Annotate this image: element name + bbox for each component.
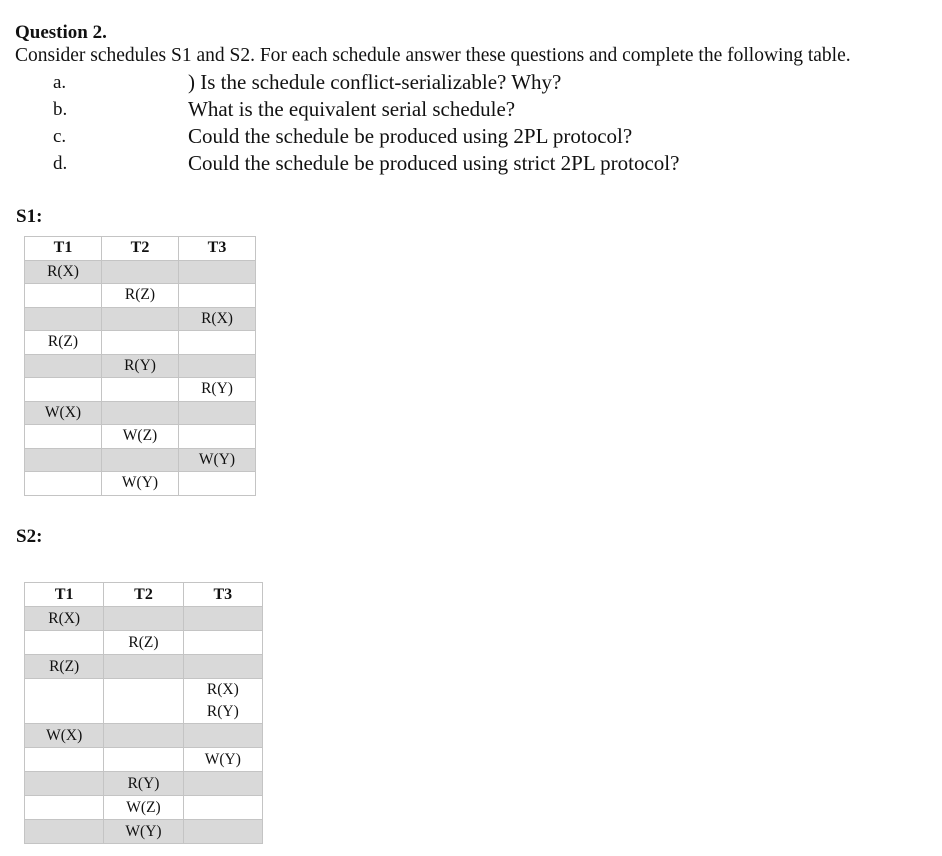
s1-cell: W(Y) xyxy=(179,448,256,472)
s2-cell xyxy=(183,772,262,796)
s1-row-10 xyxy=(25,472,256,496)
s1-cell xyxy=(179,284,256,308)
s2-cell xyxy=(104,655,183,679)
s2-cell xyxy=(25,679,104,724)
s2-cell xyxy=(104,679,183,724)
s1-cell xyxy=(25,472,102,496)
s1-cell xyxy=(25,354,102,378)
s2-cell xyxy=(25,772,104,796)
s2-cell xyxy=(25,748,104,772)
s1-row-8 xyxy=(25,425,256,449)
s2-cell xyxy=(25,796,104,820)
s2-cell-line: R(Y) xyxy=(127,774,160,792)
s2-cell: R(Z) xyxy=(104,631,183,655)
s2-cell xyxy=(104,748,183,772)
s2-cell xyxy=(183,724,262,748)
s1-cell xyxy=(102,401,179,425)
s2-cell xyxy=(183,796,262,820)
s2-row-8 xyxy=(25,796,263,820)
s2-header-t2: T2 xyxy=(104,583,183,607)
s1-cell xyxy=(179,425,256,449)
s1-cell xyxy=(102,307,179,331)
question-intro: Consider schedules S1 and S2. For each schedule answer these questions and complete the following table. xyxy=(15,45,851,66)
s1-cell: W(Z) xyxy=(102,425,179,449)
s1-cell: R(X) xyxy=(179,307,256,331)
s1-row-5 xyxy=(25,354,256,378)
s2-header-t3: T3 xyxy=(183,583,262,607)
s2-label: S2: xyxy=(16,526,43,547)
s1-cell: R(Y) xyxy=(179,378,256,402)
s1-header-t1: T1 xyxy=(25,237,102,261)
s1-cell: R(X) xyxy=(25,260,102,284)
s2-cell: W(Y) xyxy=(183,748,262,772)
s2-cell: W(Y) xyxy=(104,820,183,844)
s1-cell xyxy=(102,448,179,472)
item-c-letter: c. xyxy=(53,126,67,147)
s1-row-3 xyxy=(25,307,256,331)
s2-cell-stacked xyxy=(104,772,183,796)
s2-row-1 xyxy=(25,607,263,631)
item-d-text: Could the schedule be produced using strict 2PL protocol? xyxy=(188,151,680,175)
s2-cell xyxy=(183,607,262,631)
s2-cell xyxy=(25,631,104,655)
s2-cell xyxy=(183,631,262,655)
s2-schedule-table xyxy=(24,582,263,844)
item-d-letter: d. xyxy=(53,153,68,174)
s2-cell: R(Z) xyxy=(25,655,104,679)
s2-cell xyxy=(25,820,104,844)
s1-row-9 xyxy=(25,448,256,472)
s1-cell xyxy=(102,331,179,355)
s2-cell xyxy=(104,607,183,631)
s1-cell xyxy=(179,331,256,355)
s1-cell xyxy=(25,448,102,472)
item-b-letter: b. xyxy=(53,99,68,120)
s1-row-4 xyxy=(25,331,256,355)
s2-cell: W(X) xyxy=(25,724,104,748)
s1-row-7 xyxy=(25,401,256,425)
s2-cell-stacked xyxy=(183,679,262,724)
item-a-text: ) Is the schedule conflict-serializable? Why? xyxy=(188,70,562,94)
s2-row-7 xyxy=(25,772,263,796)
s1-row-6 xyxy=(25,378,256,402)
item-c-text: Could the schedule be produced using 2PL protocol? xyxy=(188,124,633,148)
s1-cell xyxy=(25,307,102,331)
s2-row-6 xyxy=(25,748,263,772)
s2-cell-line: R(X) xyxy=(206,681,239,698)
s1-cell xyxy=(25,378,102,402)
s1-row-1 xyxy=(25,260,256,284)
s1-header-row xyxy=(25,237,256,261)
s1-cell: R(Y) xyxy=(102,354,179,378)
s1-cell xyxy=(179,401,256,425)
s2-row-4 xyxy=(25,679,263,724)
s2-row-5 xyxy=(25,724,263,748)
s2-header-t1: T1 xyxy=(25,583,104,607)
question-title: Question 2. xyxy=(15,22,107,43)
s1-header-t3: T3 xyxy=(179,237,256,261)
s1-schedule-table xyxy=(24,236,256,496)
s1-cell: W(Y) xyxy=(102,472,179,496)
s1-cell xyxy=(179,354,256,378)
s1-header-t2: T2 xyxy=(102,237,179,261)
s1-cell xyxy=(25,425,102,449)
item-b-text: What is the equivalent serial schedule? xyxy=(188,97,516,121)
s1-cell xyxy=(179,260,256,284)
s2-row-2 xyxy=(25,631,263,655)
s1-cell xyxy=(102,378,179,402)
s1-cell: R(Z) xyxy=(102,284,179,308)
s2-cell-line: R(Y) xyxy=(206,703,239,720)
s2-cell xyxy=(104,724,183,748)
s2-cell xyxy=(183,820,262,844)
s1-cell xyxy=(25,284,102,308)
s1-label: S1: xyxy=(16,206,43,227)
s2-cell: R(X) xyxy=(25,607,104,631)
s2-cell xyxy=(183,655,262,679)
s2-row-3 xyxy=(25,655,263,679)
s1-cell xyxy=(179,472,256,496)
s2-cell: W(Z) xyxy=(104,796,183,820)
s1-cell: R(Z) xyxy=(25,331,102,355)
s1-cell: W(X) xyxy=(25,401,102,425)
s1-row-2 xyxy=(25,284,256,308)
s2-row-9 xyxy=(25,820,263,844)
item-a-letter: a. xyxy=(53,72,67,93)
s1-cell xyxy=(102,260,179,284)
s2-header-row xyxy=(25,583,263,607)
